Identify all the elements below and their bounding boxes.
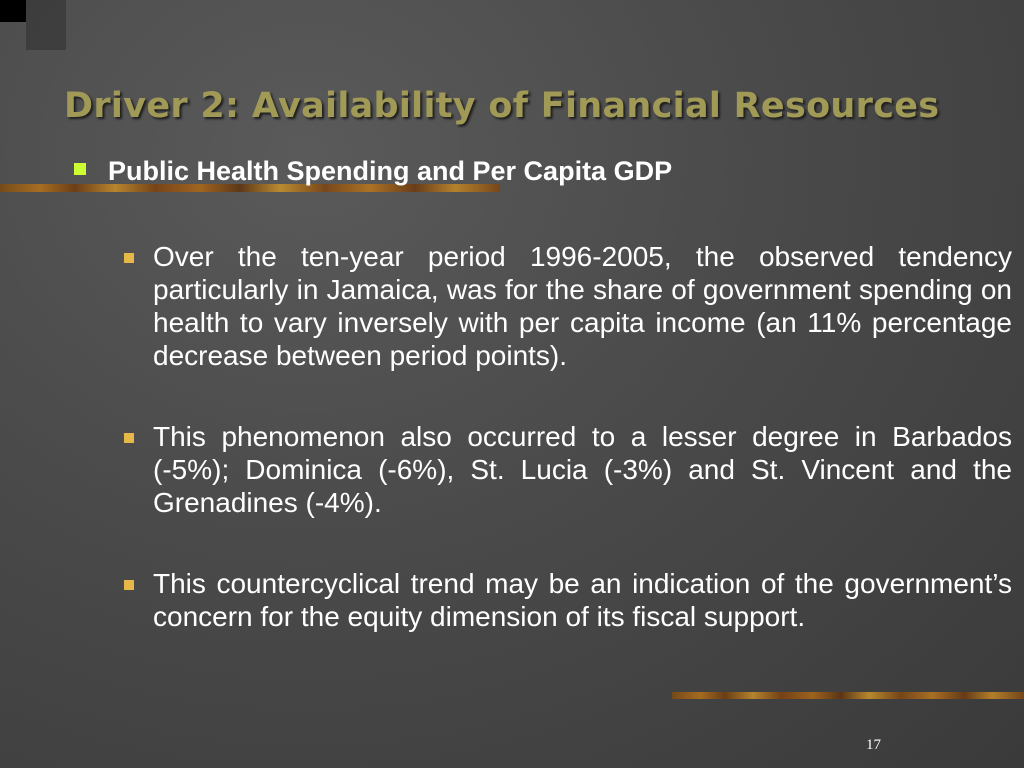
sub-bullet-item bbox=[120, 567, 1012, 633]
sub-bullet-text: Over the ten-year period 1996-2005, the observed tendency particularly in Jamaica, was for the share of government spending on health to vary inversely with per capita income (an 11% percentage decrease between period points). bbox=[153, 241, 1012, 371]
slide-title: Driver 2: Availability of Financial Resources bbox=[64, 86, 940, 126]
square-bullet-icon bbox=[124, 253, 134, 263]
bottom-decorative-bar bbox=[672, 692, 1024, 699]
sub-bullet-item bbox=[120, 420, 1012, 519]
corner-decoration bbox=[0, 0, 26, 22]
sub-bullet-text: This countercyclical trend may be an indication of the government’s concern for the equity dimension of its fiscal support. bbox=[153, 568, 1012, 632]
sub-bullet-list bbox=[120, 240, 1012, 633]
sub-bullet-text: This phenomenon also occurred to a lesser degree in Barbados (-5%); Dominica (-6%), St. Lucia (-3%) and St. Vincent and the Grenadines (-4%). bbox=[153, 421, 1012, 518]
square-bullet-icon bbox=[124, 433, 134, 443]
corner-shadow-decoration bbox=[26, 0, 66, 50]
sub-bullet-item bbox=[120, 240, 1012, 372]
main-bullet bbox=[74, 156, 974, 187]
slide-number: 17 bbox=[866, 737, 881, 753]
square-bullet-icon bbox=[74, 163, 86, 175]
main-bullet-text: Public Health Spending and Per Capita GDP bbox=[108, 156, 673, 186]
square-bullet-icon bbox=[124, 580, 134, 590]
